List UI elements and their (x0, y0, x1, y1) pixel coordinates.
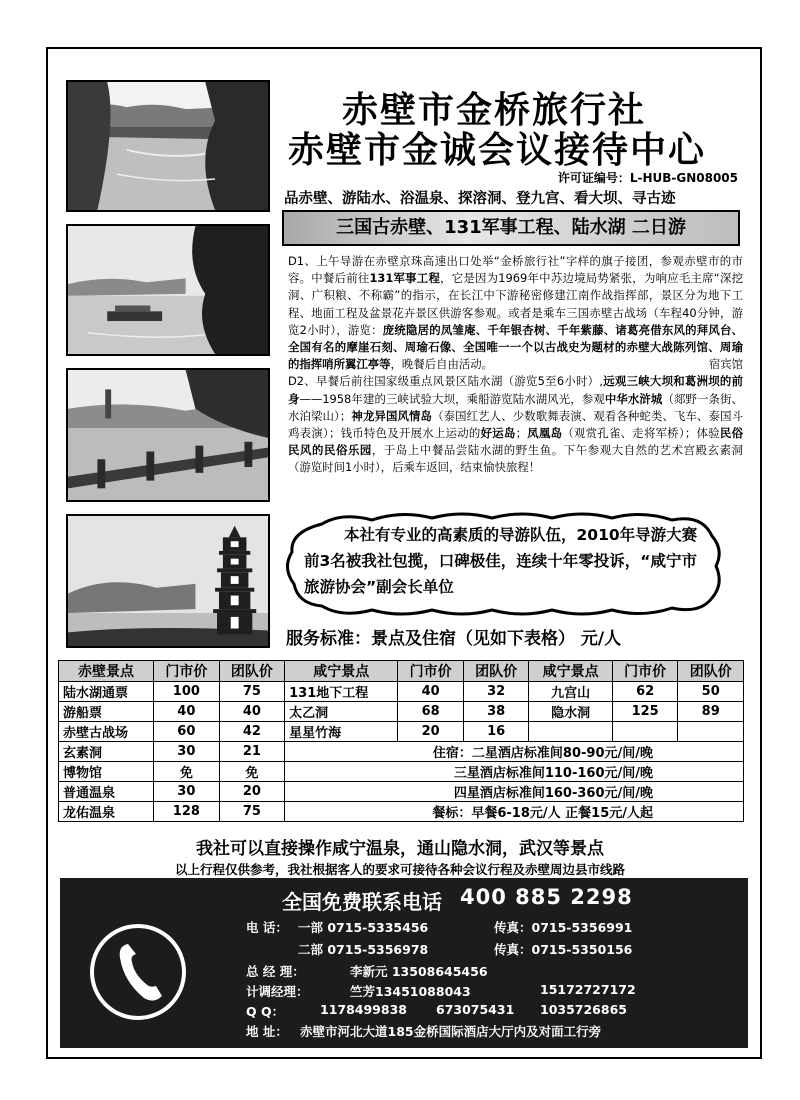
conference-center-name: 赤壁市金诚会议接待中心 (288, 129, 707, 171)
tel-2: 二部 0715-5356978 (298, 942, 429, 957)
qq-1: 1178499838 (320, 1002, 407, 1017)
tel-label: 电 话： (246, 920, 288, 935)
table-row: 陆水湖通票 100 75 131地下工程 40 32 九宫山 62 50 (59, 682, 744, 702)
fax-1: 传真：0715-5356991 (494, 920, 633, 935)
itinerary-disclaimer: 以上行程仅供参考，我社根据客人的要求可接待各种会议行程及赤壁周边县市线路 (174, 862, 625, 877)
promo-text: 本社有专业的高素质的导游队伍，2010年导游大赛前3名被我社包揽，口碑极佳，连续十年零投诉，“咸宁市旅游协会”副会长单位 (304, 526, 698, 596)
table-header: 咸宁景点 (285, 661, 398, 682)
table-header: 门市价 (398, 661, 464, 682)
table-row: 龙佑温泉 128 75 餐标：早餐6-18元/人 正餐15元/人起 (59, 802, 744, 822)
qq-2: 673075431 (436, 1002, 515, 1017)
price-table (58, 660, 744, 822)
qq-3: 1035726865 (540, 1002, 627, 1017)
lodging-info: 四星酒店标准间160-360元/间/晚 (285, 782, 744, 802)
fax-2: 传真：0715-5350156 (494, 942, 633, 957)
gm-contact: 李新元 13508645456 (350, 964, 488, 979)
table-header: 门市价 (612, 661, 678, 682)
table-row: 普通温泉 30 20 四星酒店标准间160-360元/间/晚 (59, 782, 744, 802)
meal-info: 餐标：早餐6-18元/人 正餐15元/人起 (285, 802, 744, 822)
hotline-number: 400 885 2298 (460, 885, 633, 909)
table-row: 博物馆 免 免 三星酒店标准间110-160元/间/晚 (59, 762, 744, 782)
table-header: 咸宁景点 (529, 661, 613, 682)
agency-name: 赤壁市金桥旅行社 (342, 89, 647, 131)
planner-phone-2: 15172727172 (540, 982, 636, 997)
table-row: 赤壁古战场 60 42 星星竹海 20 16 (59, 722, 744, 742)
itinerary-day2: D2、早餐后前往国家级重点风景区陆水湖（游览5至6小时）,远观三峡大坝和葛洲坝的前身——1958年建的三峡试验大坝，乘船游览陆水湖风光，参观中华水浒城（郯野一条街、水泊梁山）；神龙异国风情岛（泰国红艺人、少数歌舞表演、观看各种蛇类、飞车、泰国斗鸡表演）；钱币特色及开展水上运动的好运岛；凤凰岛（观赏孔雀、走将军桥）；体验民俗民风的民俗乐园，于岛上中餐品尝陆水湖的野生鱼。下午参观大自然的艺术宫殿玄素洞（游览时间1小时），后乘车返回，结束愉快旅程！ (288, 374, 743, 475)
gm-label: 总 经 理： (246, 964, 305, 979)
telephone-icon (88, 922, 188, 1022)
table-header: 团队价 (463, 661, 529, 682)
itinerary-day1: D1、上午导游在赤壁京珠高速出口处举“金桥旅行社”字样的旗子接团，参观赤壁市的市容。中餐后前往131军事工程，它是因为1969年中苏边境局势紧张，为响应毛主席“深挖洞、广积粮、不称霸”的指示，在长江中下游秘密修建江南作战指挥部，景区分为地下工程、地面工程及盆景花卉景区供游客参观。或者是乘车三国赤壁古战场（车程40分钟，游览2小时），游览：庞统隐居的凤雏庵、千年银杏树、千年紫藤、诸葛亮借东风的拜风台、全国有名的摩崖石刻、周瑜石像、全国唯一一个以古战史为题材的赤壁大战陈列馆、周瑜的指挥哨所翼江亭等，晚餐后自由活动。 宿宾馆 (288, 253, 743, 373)
table-row: 玄素洞 30 21 住宿：二星酒店标准间80-90元/间/晚 (59, 742, 744, 762)
itinerary (288, 253, 743, 477)
table-header-row (59, 661, 744, 682)
features-line: 品赤壁、游陆水、浴温泉、探溶洞、登九宫、看大坝、寻古迹 (284, 191, 676, 207)
qq-label: Q Q： (246, 1004, 285, 1019)
table-header: 团队价 (219, 661, 285, 682)
hotline-label: 全国免费联系电话 (282, 890, 442, 914)
table-header: 门市价 (154, 661, 220, 682)
lodging-note: 宿宾馆 (708, 357, 743, 372)
tour-banner: 三国古赤壁、131军事工程、陆水湖 二日游 (282, 210, 740, 246)
table-header: 赤壁景点 (59, 661, 154, 682)
planner-label: 计调经理： (246, 984, 309, 999)
planner-phone-1: 竺芳13451088043 (350, 984, 471, 999)
lodging-info: 住宿：二星酒店标准间80-90元/间/晚 (285, 742, 744, 762)
cliff-boat-photo (66, 224, 270, 356)
address: 赤壁市河北大道185金桥国际酒店大厅内及对面工行旁 (300, 1024, 602, 1039)
lakeside-railing-photo (66, 368, 270, 502)
license-number: 许可证编号：L-HUB-GN08005 (557, 171, 738, 185)
lake-photo (66, 80, 270, 212)
lodging-info: 三星酒店标准间110-160元/间/晚 (285, 762, 744, 782)
service-standard: 服务标准：景点及住宿（见如下表格） 元/人 (286, 629, 622, 649)
pagoda-photo (66, 514, 270, 648)
table-header: 团队价 (678, 661, 744, 682)
promo-cloud (282, 510, 724, 618)
address-label: 地 址： (246, 1024, 288, 1039)
direct-operation-note: 我社可以直接操作咸宁温泉，通山隐水洞，武汉等景点 (196, 839, 604, 859)
tel-1: 一部 0715-5335456 (298, 920, 429, 935)
contact-panel (60, 878, 748, 1048)
table-row: 游船票 40 40 太乙洞 68 38 隐水洞 125 89 (59, 702, 744, 722)
